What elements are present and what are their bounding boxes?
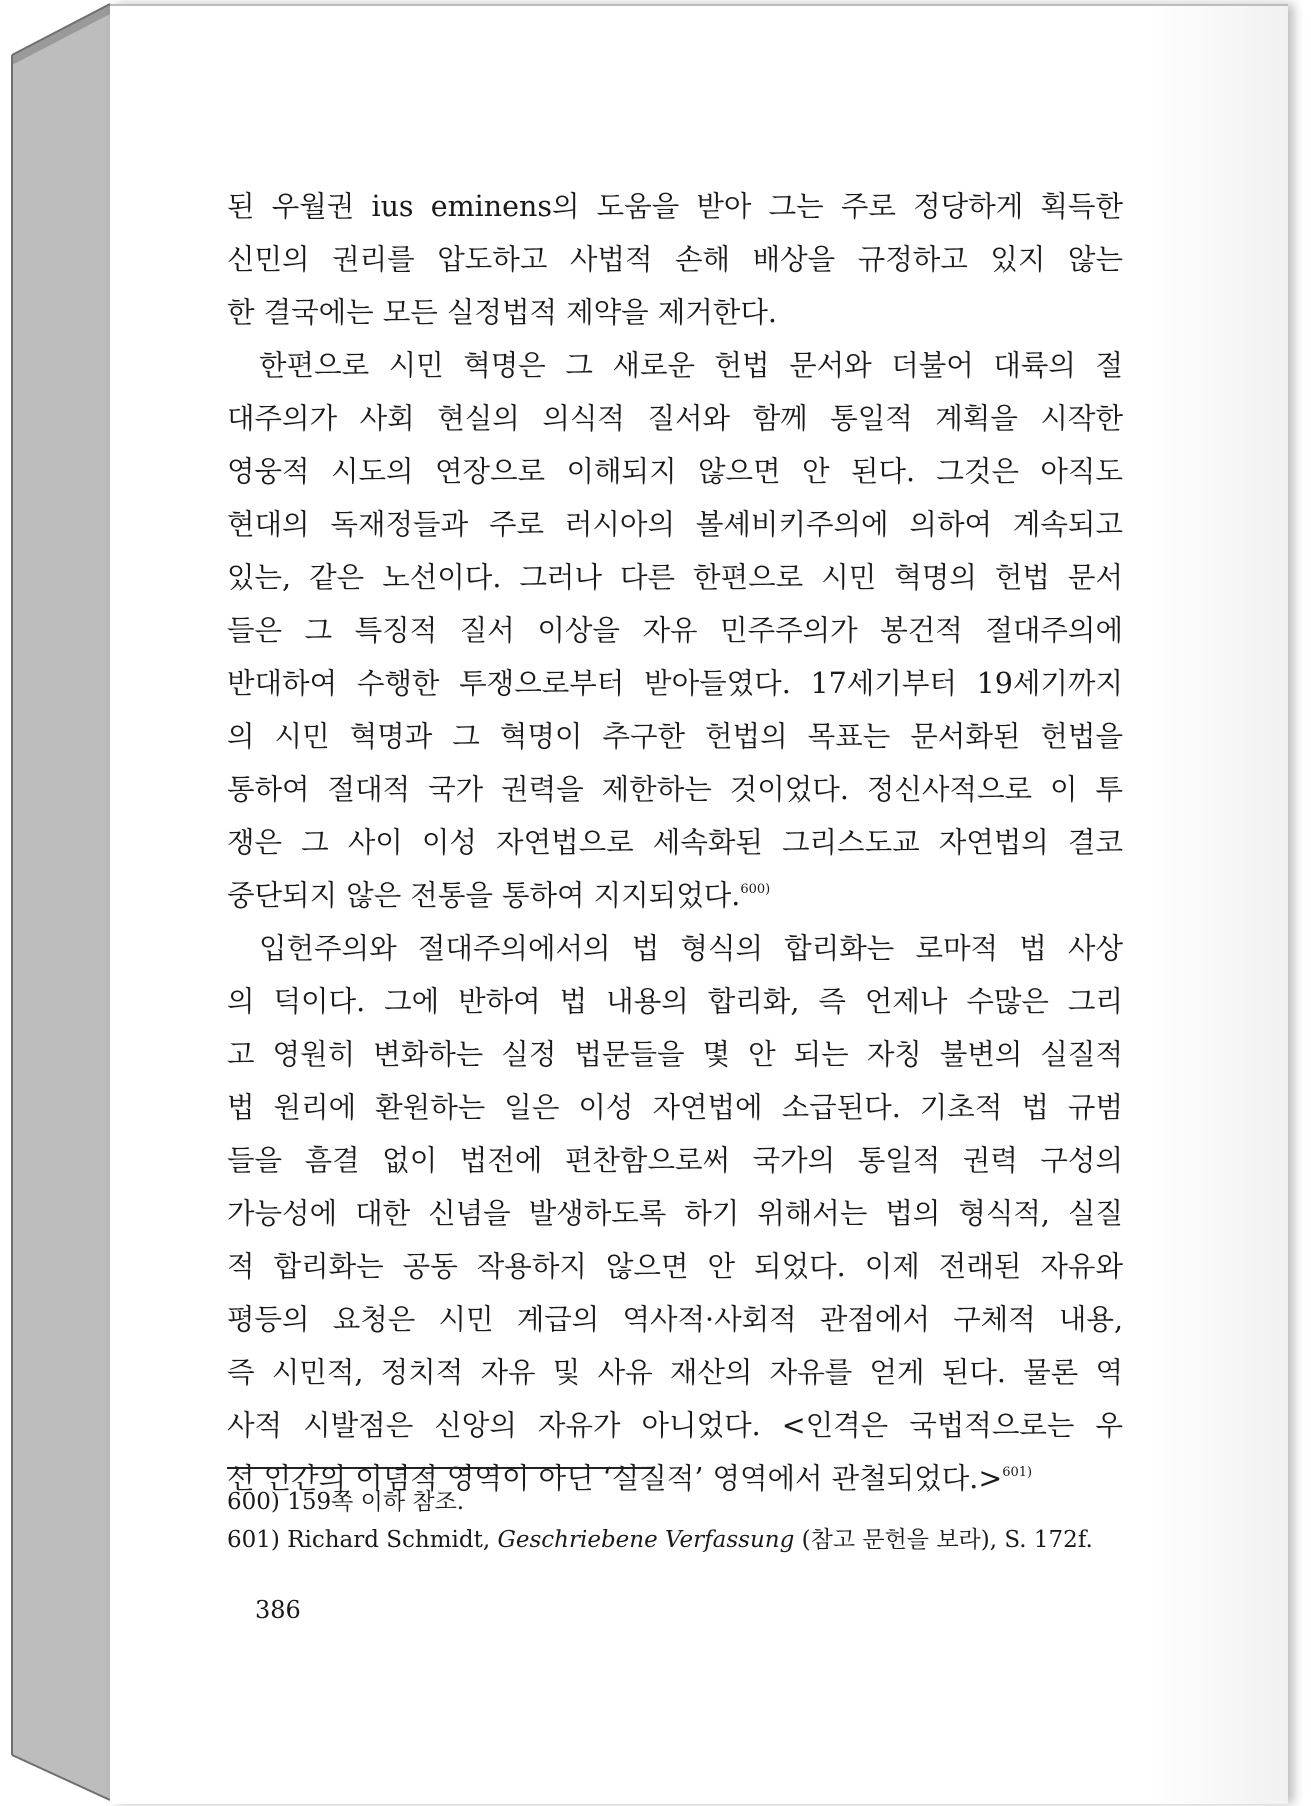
text-line-content: 중단되지 않은 전통을 통하여 지지되었다.: [227, 879, 741, 912]
text-line: 의 덕이다. 그에 반하여 법 내용의 합리화, 즉 언제나 수많은 그리: [227, 985, 1123, 1018]
footnote-600: [227, 1483, 1127, 1521]
text-line: 신민의 권리를 압도하고 사법적 손해 배상을 규정하고 있지 않는: [227, 243, 1123, 276]
text-line: 한편으로 시민 혁명은 그 새로운 헌법 문서와 더불어 대륙의 절: [259, 349, 1123, 382]
text-line: 적 합리화는 공동 작용하지 않으면 안 되었다. 이제 전래된 자유와: [227, 1250, 1123, 1283]
text-line: 한 결국에는 모든 실정법적 제약을 제거한다.: [227, 296, 777, 329]
text-line: 입헌주의와 절대주의에서의 법 형식의 합리화는 로마적 법 사상: [259, 932, 1123, 965]
book-spine-edge: [0, 0, 112, 1806]
text-line: 사적 시발점은 신앙의 자유가 아니었다. <인격은 국법적으로는 우: [227, 1409, 1123, 1442]
text-line: 의 시민 혁명과 그 혁명이 추구한 헌법의 목표는 문서화된 헌법을: [227, 720, 1123, 753]
text-line: 평등의 요청은 시민 계급의 역사적·사회적 관점에서 구체적 내용,: [227, 1303, 1123, 1336]
paragraph-2: [227, 339, 1123, 922]
text-line: 고 영원히 변화하는 실정 법문들을 몇 안 되는 자칭 불변의 실질적: [227, 1038, 1123, 1071]
text-line: 가능성에 대한 신념을 발생하도록 하기 위해서는 법의 형식적, 실질: [227, 1197, 1123, 1230]
text-line: 현대의 독재정들과 주로 러시아의 볼셰비키주의에 의하여 계속되고: [227, 508, 1123, 541]
text-line: 들은 그 특징적 질서 이상을 자유 민주주의가 봉건적 절대주의에: [227, 614, 1123, 647]
footnote-601: [227, 1521, 1127, 1559]
text-line: 쟁은 그 사이 이성 자연법으로 세속화된 그리스도교 자연법의 결코: [227, 826, 1123, 859]
footnote-divider: [227, 1467, 654, 1469]
text-line: 영웅적 시도의 연장으로 이해되지 않으면 안 된다. 그것은 아직도: [227, 455, 1123, 488]
text-line: 들을 흠결 없이 법전에 편찬함으로써 국가의 통일적 권력 구성의: [227, 1144, 1123, 1177]
text-line: 반대하여 수행한 투쟁으로부터 받아들였다. 17세기부터 19세기까지: [227, 667, 1123, 700]
footnote-ref-600[interactable]: 600): [740, 882, 771, 897]
footnote-number: 601): [227, 1527, 280, 1553]
text-line: 법 원리에 환원하는 일은 이성 자연법에 소급된다. 기초적 법 규범: [227, 1091, 1123, 1124]
footnote-text: 159쪽 이하 참조.: [287, 1489, 465, 1515]
footnote-number: 600): [227, 1489, 280, 1515]
text-line: 있는, 같은 노선이다. 그러나 다른 한편으로 시민 혁명의 헌법 문서: [227, 561, 1123, 594]
text-line: 통하여 절대적 국가 권력을 제한하는 것이었다. 정신사적으로 이 투: [227, 773, 1123, 806]
text-line-content: 선 인간의 이념적 영역이 아닌 ‘실질적’ 영역에서 관철되었다.>: [227, 1462, 1003, 1495]
footnote-title: Geschriebene Verfassung: [497, 1527, 795, 1553]
footnote-ref-601[interactable]: 601): [1002, 1465, 1033, 1480]
footnotes: [227, 1483, 1127, 1559]
footnote-text: (참고 문헌을 보라), S. 172f.: [801, 1527, 1093, 1553]
text-line: 대주의가 사회 현실의 의식적 질서와 함께 통일적 계획을 시작한: [227, 402, 1123, 435]
footnote-author: Richard Schmidt,: [287, 1527, 491, 1553]
paragraph-3: [227, 922, 1123, 1505]
text-line: 즉 시민적, 정치적 자유 및 사유 재산의 자유를 얻게 된다. 물론 역: [227, 1356, 1123, 1389]
main-text: [227, 180, 1123, 1505]
page-number: 386: [255, 1596, 301, 1624]
text-line: 된 우월권 ius eminens의 도움을 받아 그는 주로 정당하게 획득한: [227, 190, 1123, 223]
paragraph-1: [227, 180, 1123, 339]
text-line: [227, 869, 1123, 922]
